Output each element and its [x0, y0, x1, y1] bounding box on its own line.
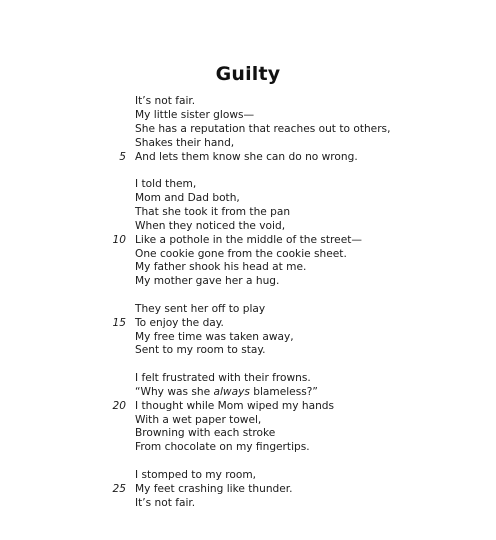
poem-line: [0, 414, 496, 428]
line-text: That she took it from the pan: [135, 205, 291, 218]
line-text: It’s not fair.: [135, 496, 196, 509]
stanza-3: [0, 303, 496, 359]
line-text: My feet crashing like thunder.: [135, 482, 293, 495]
emphasized-word: always: [213, 385, 250, 398]
line-text: Shakes their hand,: [135, 136, 235, 149]
line-number: 10: [112, 233, 126, 246]
poem-line: [0, 206, 496, 220]
line-text: My father shook his head at me.: [135, 261, 307, 274]
poem-line: [0, 386, 496, 400]
poem-line: [0, 137, 496, 151]
poem-line: [0, 109, 496, 123]
poem-line: [0, 234, 496, 248]
poem-line: [0, 303, 496, 317]
line-text: She has a reputation that reaches out to others,: [135, 122, 391, 135]
line-text: And lets them know she can do no wrong.: [135, 150, 358, 163]
line-text: My little sister glows—: [135, 108, 255, 121]
poem-line: [0, 497, 496, 511]
poem-body: [0, 95, 496, 524]
line-text: They sent her off to play: [135, 302, 266, 315]
line-number: 20: [112, 399, 126, 412]
line-text: It’s not fair.: [135, 95, 196, 107]
line-number: 15: [112, 316, 126, 329]
line-text: To enjoy the day.: [135, 316, 224, 329]
poem-line: [0, 178, 496, 192]
line-text: From chocolate on my fingertips.: [135, 441, 310, 454]
poem-line: [0, 427, 496, 441]
line-text: My free time was taken away,: [135, 330, 294, 343]
line-text: I told them,: [135, 178, 197, 191]
poem-title: Guilty: [215, 63, 281, 85]
poem-line: [0, 372, 496, 386]
poem-line: [0, 441, 496, 455]
poem-line: [0, 123, 496, 137]
stanza-5: [0, 469, 496, 511]
stanza-4: [0, 372, 496, 455]
line-text: Mom and Dad both,: [135, 191, 240, 204]
line-number: 5: [119, 150, 126, 163]
poem-line: [0, 95, 496, 109]
line-text: One cookie gone from the cookie sheet.: [135, 247, 347, 260]
line-text: I felt frustrated with their frowns.: [135, 371, 311, 384]
line-text: My mother gave her a hug.: [135, 275, 280, 288]
poem-line: [0, 192, 496, 206]
line-text: When they noticed the void,: [135, 219, 286, 232]
poem-line: [0, 248, 496, 262]
line-text: [135, 386, 318, 400]
poem-line: [0, 151, 496, 165]
line-text: I stomped to my room,: [135, 468, 257, 481]
poem-line: [0, 483, 496, 497]
line-text: I thought while Mom wiped my hands: [135, 399, 335, 412]
poem-line: [0, 220, 496, 234]
poem-line: [0, 469, 496, 483]
line-text: Browning with each stroke: [135, 427, 276, 440]
line-text: Sent to my room to stay.: [135, 344, 266, 357]
poem-line: [0, 275, 496, 289]
line-text: Like a pothole in the middle of the street—: [135, 233, 362, 246]
poem-line: [0, 400, 496, 414]
poem-line: [0, 344, 496, 358]
stanza-2: [0, 178, 496, 289]
line-text: With a wet paper towel,: [135, 413, 262, 426]
poem-line: [0, 261, 496, 275]
stanza-1: [0, 95, 496, 164]
line-number: 25: [112, 482, 126, 495]
line-text-before: “Why was she: [135, 385, 214, 398]
poem-line: [0, 317, 496, 331]
line-text-after: blameless?”: [249, 385, 318, 398]
poem-line: [0, 331, 496, 345]
